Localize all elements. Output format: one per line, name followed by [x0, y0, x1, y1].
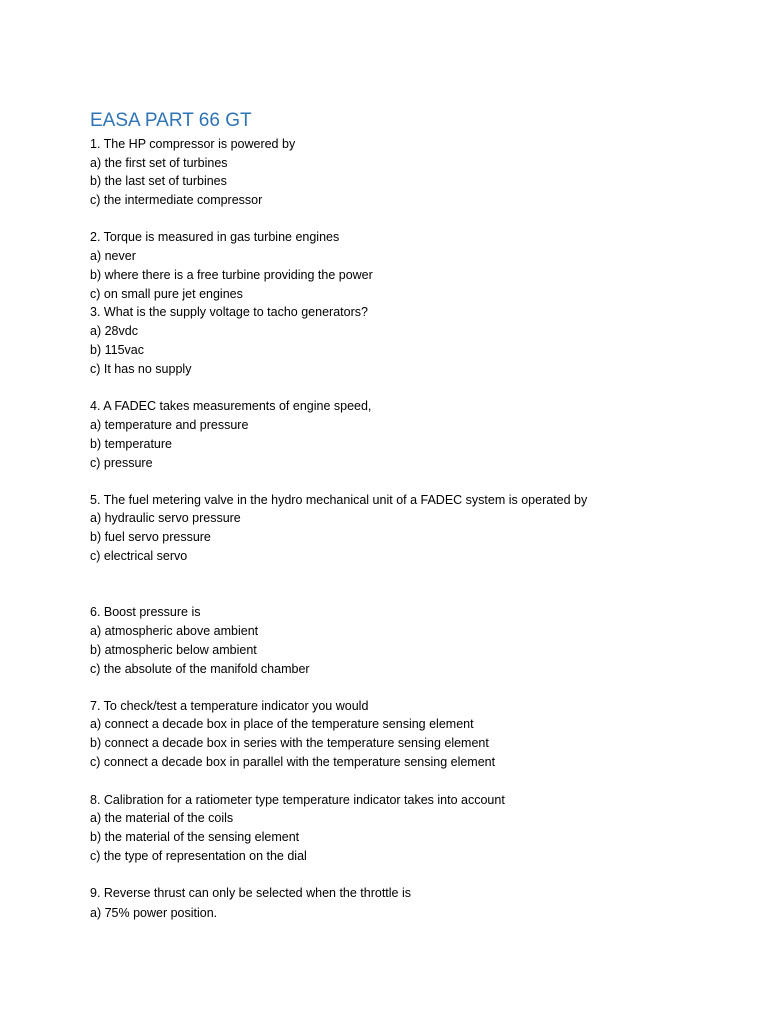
answer-option: c) connect a decade box in parallel with the temperature sensing element: [90, 755, 496, 769]
answer-option: b) where there is a free turbine providing the power: [90, 268, 373, 282]
answer-option: a) 28vdc: [90, 324, 138, 338]
question-text: 4. A FADEC takes measurements of engine speed,: [90, 399, 372, 413]
answer-option: a) the material of the coils: [90, 811, 234, 825]
answer-option: b) temperature: [90, 437, 172, 451]
answer-option: c) the absolute of the manifold chamber: [90, 662, 310, 676]
question-text: 7. To check/test a temperature indicator you would: [90, 699, 369, 713]
answer-option: c) electrical servo: [90, 549, 188, 563]
answer-option: a) hydraulic servo pressure: [90, 511, 241, 525]
answer-option: c) It has no supply: [90, 362, 192, 376]
answer-option: b) the last set of turbines: [90, 174, 227, 188]
answer-option: a) never: [90, 249, 136, 263]
answer-option: a) connect a decade box in place of the temperature sensing element: [90, 717, 474, 731]
page-title: EASA PART 66 GT: [90, 110, 252, 131]
question-text: 5. The fuel metering valve in the hydro mechanical unit of a FADEC system is operated by: [90, 493, 588, 507]
answer-option: b) the material of the sensing element: [90, 830, 300, 844]
answer-option: c) the intermediate compressor: [90, 193, 263, 207]
question-text: 2. Torque is measured in gas turbine engines: [90, 230, 340, 244]
answer-option: c) the type of representation on the dial: [90, 849, 307, 863]
answer-option: b) fuel servo pressure: [90, 530, 211, 544]
answer-option: c) on small pure jet engines: [90, 287, 243, 301]
question-text: 6. Boost pressure is: [90, 605, 201, 619]
answer-option: c) pressure: [90, 456, 153, 470]
answer-option: a) atmospheric above ambient: [90, 624, 259, 638]
question-text: 3. What is the supply voltage to tacho generators?: [90, 305, 368, 319]
answer-option: a) temperature and pressure: [90, 418, 249, 432]
question-text: 8. Calibration for a ratiometer type temperature indicator takes into account: [90, 793, 505, 807]
question-text: 9. Reverse thrust can only be selected when the throttle is: [90, 886, 412, 900]
answer-option: b) 115vac: [90, 343, 144, 357]
answer-option: a) 75% power position.: [90, 906, 218, 920]
answer-option: b) connect a decade box in series with the temperature sensing element: [90, 736, 489, 750]
answer-option: a) the first set of turbines: [90, 156, 228, 170]
question-text: 1. The HP compressor is powered by: [90, 137, 296, 151]
answer-option: b) atmospheric below ambient: [90, 643, 257, 657]
